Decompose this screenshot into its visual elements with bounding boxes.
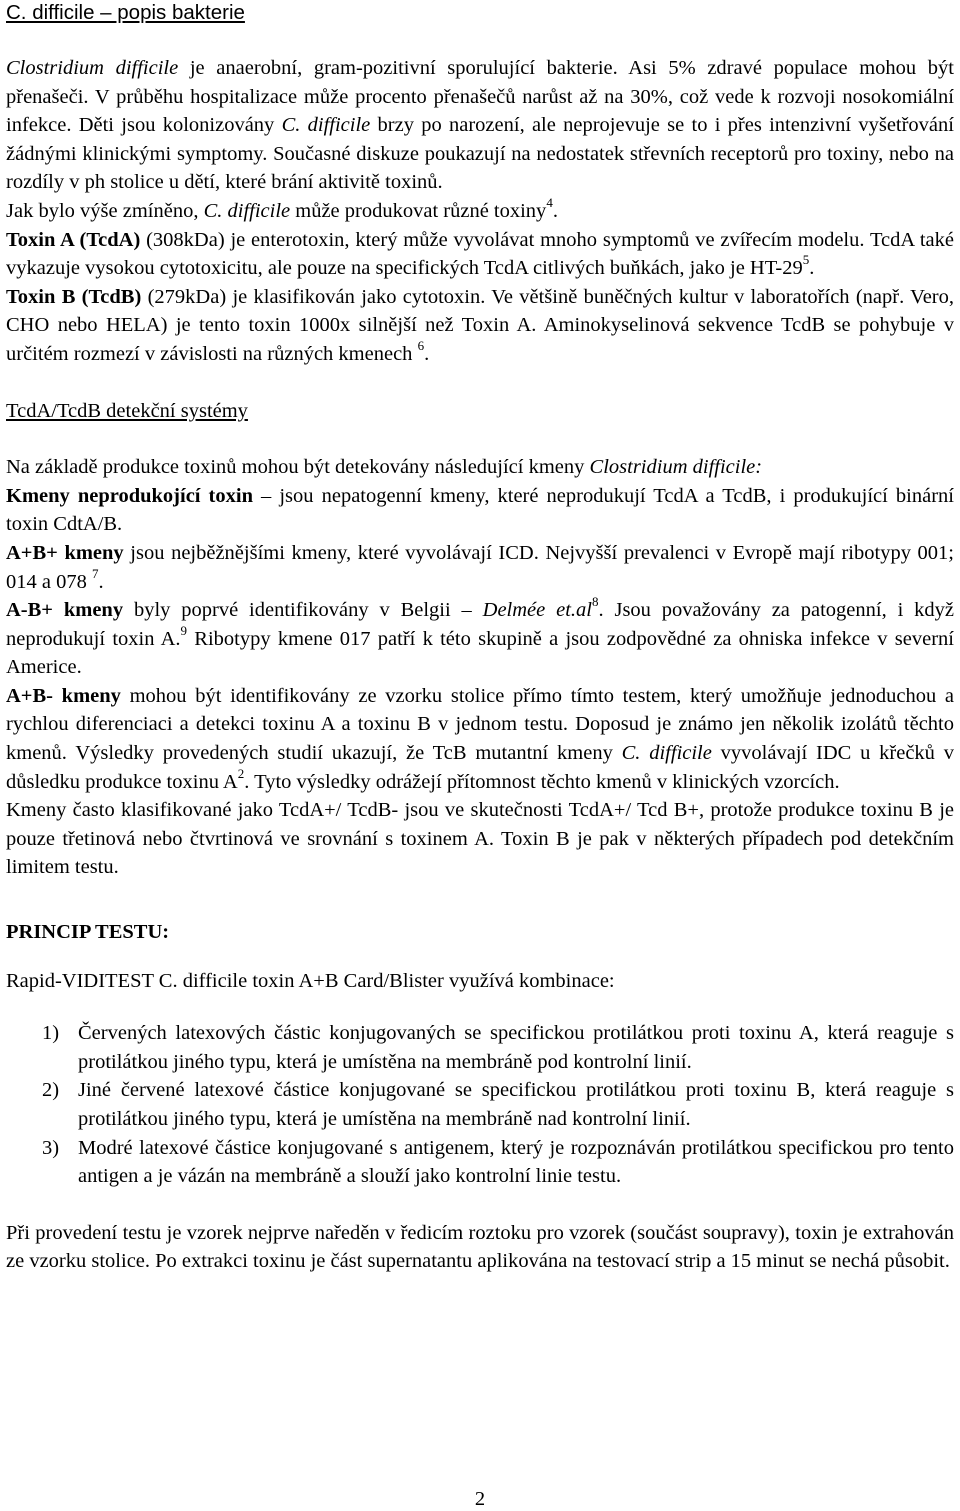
reference-8: 8	[591, 594, 599, 610]
list-item-text: Modré latexové částice konjugované s antigenem, který je rozpoznáván protilátkou specifickou pro tento antigen a je vázán na membráně a slouží jako kontrolní linie testu.	[78, 1136, 954, 1188]
b-negative-paragraph	[6, 682, 954, 796]
toxin-b-text-1: (279kDa) je klasifikován jako cytotoxin. Ve většině buněčných kultur v laboratořích (např. Vero, CHO nebo HELA) je tento toxin 1000x silnější než Toxin A. Aminokyselinová sekvence TcdB se pohybuje v určitém rozmezí v závislosti na různých kmenech	[6, 285, 955, 365]
document-page	[6, 0, 954, 1276]
toxin-a-text-1: (308kDa) je enterotoxin, který může vyvolávat mnoho symptomů ve zvířecím modelu. TcdA také vykazuje vysokou cytotoxicitu, ale pouze na specifických TcdA citlivých buňkách, jako je HT-29	[6, 228, 954, 280]
list-item-number: 3)	[42, 1136, 60, 1159]
list-item-number: 2)	[42, 1079, 60, 1102]
author-citation: Delmée et.al	[482, 599, 592, 622]
toxin-b-paragraph	[6, 283, 954, 369]
list-item	[6, 1134, 954, 1191]
b-negative-text-3: . Tyto výsledky odrážejí přítomnost těchto kmenů v klinických vzorcích.	[244, 770, 840, 793]
organism-short-name: C. difficile	[281, 114, 371, 137]
nonproducing-label: Kmeny neprodukojící toxin	[6, 484, 253, 507]
test-principle-heading: PRINCIP TESTU:	[6, 921, 170, 944]
section-title: C. difficile – popis bakterie	[6, 1, 245, 24]
b-negative-text-1: mohou být identifikovány ze vzorku stolice přímo tímto testem, který umožňuje jednoduchou a rychlou diferenciaci a detekci toxinu A a toxinu B v jednom testu. Doposud je známo jen několik izolátů těchto kmenů. Výsledky provedených studií ukazují, že TcB mutantní kmeny	[6, 684, 954, 765]
test-principle-intro: Rapid-VIDITEST C. difficile toxin A+B Card/Blister využívá kombinace:	[6, 969, 615, 992]
intro-text-1: je anaerobní, gram-pozitivní sporulující bakterie. Asi 5% zdravé populace mohou být přenašeči. V průběhu hospitalizace může procento přenašečů narůst až na 30%, což vede k rozvoji nosokomiální infekce. Děti jsou kolonizovány	[6, 57, 954, 137]
toxin-a-paragraph	[6, 226, 954, 283]
reference-2: 2	[237, 765, 245, 781]
toxin-b-text-2: .	[424, 342, 430, 365]
procedure-paragraph: Při provedení testu je vzorek nejprve naředěn v ředicím roztoku pro vzorek (součást soupravy), toxin je extrahován ze vzorku stolice. Po extrakci toxinu je část supernatantu aplikována na testovací strip a 15 minut se nechá působit.	[6, 1221, 954, 1273]
nonproducing-text: – jsou nepatogenní kmeny, které neprodukují TcdA a TcdB, i produkující binární toxin CdtA/B.	[6, 484, 954, 536]
toxin-a-label: Toxin A (TcdA)	[6, 228, 141, 251]
list-item-text: Červených latexových částic konjugovaných se specifickou protilátkou proti toxinu A, která reaguje s protilátkou jiného typu, která je umístěna na membráně pod kontrolní linií.	[78, 1022, 954, 1073]
b-negative-organism: C. difficile	[621, 742, 712, 765]
mentioned-text-3: .	[552, 199, 558, 222]
mentioned-organism: C. difficile	[203, 199, 291, 222]
reference-5: 5	[802, 252, 810, 268]
a-negative-text-1: byly poprvé identifikovány v Belgii –	[123, 599, 483, 622]
list-item-text: Jiné červené latexové částice konjugované se specifickou protilátkou proti toxinu B, která reaguje s protilátkou jiného typu, která je umístěna na membráně nad kontrolní linií.	[78, 1079, 954, 1130]
reference-9: 9	[180, 622, 188, 638]
ab-positive-paragraph	[6, 539, 954, 596]
a-negative-text-3: Ribotypy kmene 017 patří k této skupině a jsou zodpovědné za ohniska infekce v severní Americe.	[6, 627, 954, 679]
basis-organism: Clostridium difficile:	[589, 456, 763, 479]
reference-6: 6	[417, 338, 425, 354]
intro-text-2: brzy po narození, ale neprojevuje se to i přes intenzivní vyšetřování žádnými klinickými symptomy. Současné diskuze poukazují na nedostatek střevních receptorů pro toxiny, nebo na rozdíly v ph stolice u dětí, které brání aktivitě toxinů.	[6, 114, 954, 194]
toxin-a-text-2: .	[809, 257, 815, 280]
b-negative-text-2: vyvolávají IDC u křečků v důsledku produkce toxinu A	[6, 742, 954, 793]
detection-systems-heading: TcdA/TcdB detekční systémy	[6, 399, 248, 422]
toxin-b-label: Toxin B (TcdB)	[6, 285, 142, 308]
nonproducing-strains-paragraph	[6, 482, 954, 539]
reference-7: 7	[91, 565, 99, 581]
organism-name: Clostridium difficile	[6, 57, 179, 79]
list-item-number: 1)	[42, 1022, 60, 1045]
toxins-mentioned-line	[6, 197, 954, 226]
mentioned-text-2: může produkovat různé toxiny	[290, 199, 547, 222]
intro-paragraph	[6, 54, 954, 197]
classification-paragraph: Kmeny často klasifikované jako TcdA+/ TcdB- jsou ve skutečnosti TcdA+/ Tcd B+, protože produkce toxinu B je pouze třetinová nebo čtvrtinová ve srovnání s toxinem A. Toxin B je pak v některých případech pod detekčním limitem testu.	[6, 799, 954, 879]
basis-text: Na základě produkce toxinů mohou být detekovány následující kmeny	[6, 456, 590, 479]
ab-positive-label: A+B+ kmeny	[6, 541, 124, 564]
reference-4: 4	[546, 195, 553, 211]
list-item	[6, 1076, 954, 1133]
a-negative-paragraph	[6, 596, 954, 682]
a-negative-label: A-B+ kmeny	[6, 599, 124, 622]
a-negative-text-2: . Jsou považovány za patogenní, i když neprodukují toxin A.	[6, 599, 954, 650]
principle-list	[6, 1019, 954, 1191]
page-number: 2	[474, 1488, 486, 1510]
ab-positive-text-2: .	[98, 570, 104, 593]
strain-basis-line	[6, 453, 954, 482]
ab-positive-text-1: jsou nejběžnějšími kmeny, které vyvolávají ICD. Nejvyšší prevalenci v Evropě mají ribotypy 001; 014 a 078	[6, 541, 954, 593]
mentioned-text-1: Jak bylo výše zmíněno,	[6, 199, 204, 222]
b-negative-label: A+B- kmeny	[6, 684, 121, 707]
list-item	[6, 1019, 954, 1076]
